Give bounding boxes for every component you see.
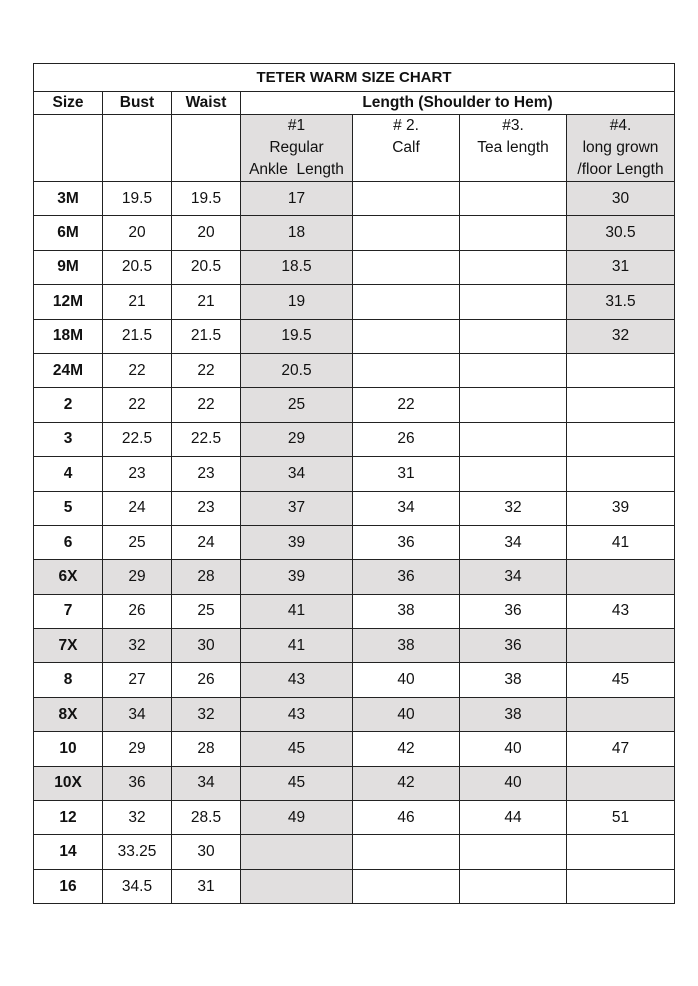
regular-length-cell: 43 [241, 663, 353, 697]
floor-length-cell: 31.5 [567, 285, 675, 319]
size-cell: 4 [34, 457, 103, 491]
floor-number: #4. [609, 117, 632, 134]
waist-cell: 22 [172, 353, 241, 387]
tea-length-cell [460, 250, 567, 284]
size-cell: 2 [34, 388, 103, 422]
size-header: Size [34, 92, 103, 115]
waist-cell: 23 [172, 491, 241, 525]
waist-cell: 24 [172, 525, 241, 559]
length-header: Length (Shoulder to Hem) [241, 92, 675, 115]
table-row [34, 182, 675, 216]
calf-length-cell [353, 250, 460, 284]
calf-number: # 2. [393, 117, 419, 134]
table-row [34, 801, 675, 835]
waist-cell: 32 [172, 697, 241, 731]
regular-sublabel: Ankle Length [249, 161, 344, 178]
waist-cell: 28 [172, 560, 241, 594]
tea-label: Tea length [477, 139, 549, 156]
table-row [34, 353, 675, 387]
tea-length-cell [460, 835, 567, 869]
regular-length-cell: 45 [241, 732, 353, 766]
size-cell: 24M [34, 353, 103, 387]
floor-length-cell [567, 560, 675, 594]
bust-cell: 19.5 [103, 182, 172, 216]
calf-length-cell [353, 285, 460, 319]
table-row [34, 869, 675, 903]
calf-length-cell [353, 182, 460, 216]
tea-length-cell: 36 [460, 594, 567, 628]
regular-length-cell: 29 [241, 422, 353, 456]
calf-label: Calf [392, 139, 420, 156]
floor-length-cell [567, 629, 675, 663]
waist-cell: 30 [172, 629, 241, 663]
regular-length-cell: 39 [241, 525, 353, 559]
floor-length-cell [567, 766, 675, 800]
size-subheader-blank [34, 115, 103, 182]
tea-length-cell: 36 [460, 629, 567, 663]
regular-number: #1 [287, 117, 306, 134]
regular-length-cell: 18 [241, 216, 353, 250]
floor-length-cell: 51 [567, 801, 675, 835]
tea-length-cell: 34 [460, 560, 567, 594]
size-cell: 10X [34, 766, 103, 800]
table-row [34, 250, 675, 284]
size-chart-table [33, 63, 675, 904]
regular-length-header [241, 115, 353, 182]
regular-length-cell [241, 869, 353, 903]
regular-length-cell: 19 [241, 285, 353, 319]
table-row [34, 663, 675, 697]
tea-length-cell [460, 319, 567, 353]
regular-label: Regular [269, 139, 324, 156]
waist-cell: 31 [172, 869, 241, 903]
bust-cell: 32 [103, 629, 172, 663]
bust-cell: 27 [103, 663, 172, 697]
size-cell: 6M [34, 216, 103, 250]
tea-length-cell: 40 [460, 732, 567, 766]
size-cell: 6X [34, 560, 103, 594]
table-row [34, 491, 675, 525]
size-cell: 12M [34, 285, 103, 319]
floor-label: long grown [582, 139, 659, 156]
bust-cell: 26 [103, 594, 172, 628]
regular-length-cell: 25 [241, 388, 353, 422]
waist-cell: 23 [172, 457, 241, 491]
waist-cell: 30 [172, 835, 241, 869]
floor-sublabel: /floor Length [577, 161, 664, 178]
tea-length-cell: 38 [460, 697, 567, 731]
bust-cell: 34.5 [103, 869, 172, 903]
calf-length-cell: 34 [353, 491, 460, 525]
bust-cell: 32 [103, 801, 172, 835]
floor-length-cell [567, 697, 675, 731]
waist-cell: 21.5 [172, 319, 241, 353]
bust-cell: 20 [103, 216, 172, 250]
table-row [34, 560, 675, 594]
tea-length-cell [460, 182, 567, 216]
size-cell: 9M [34, 250, 103, 284]
tea-length-cell: 44 [460, 801, 567, 835]
waist-cell: 19.5 [172, 182, 241, 216]
waist-cell: 25 [172, 594, 241, 628]
waist-cell: 20.5 [172, 250, 241, 284]
floor-length-cell: 32 [567, 319, 675, 353]
regular-length-cell: 19.5 [241, 319, 353, 353]
bust-cell: 29 [103, 560, 172, 594]
regular-length-cell: 43 [241, 697, 353, 731]
floor-length-cell [567, 869, 675, 903]
floor-length-cell [567, 457, 675, 491]
bust-header: Bust [103, 92, 172, 115]
size-cell: 7X [34, 629, 103, 663]
bust-cell: 36 [103, 766, 172, 800]
waist-subheader-blank [172, 115, 241, 182]
regular-length-cell: 17 [241, 182, 353, 216]
size-cell: 8 [34, 663, 103, 697]
calf-length-cell [353, 869, 460, 903]
floor-length-cell [567, 353, 675, 387]
table-row [34, 732, 675, 766]
floor-length-cell: 43 [567, 594, 675, 628]
size-cell: 3M [34, 182, 103, 216]
bust-cell: 22 [103, 388, 172, 422]
regular-length-cell: 41 [241, 594, 353, 628]
calf-length-cell [353, 835, 460, 869]
tea-length-cell: 34 [460, 525, 567, 559]
table-row [34, 457, 675, 491]
calf-length-cell: 26 [353, 422, 460, 456]
bust-cell: 24 [103, 491, 172, 525]
size-cell: 8X [34, 697, 103, 731]
calf-length-cell: 22 [353, 388, 460, 422]
calf-length-cell: 40 [353, 663, 460, 697]
floor-length-header [567, 115, 675, 182]
regular-length-cell: 18.5 [241, 250, 353, 284]
bust-cell: 25 [103, 525, 172, 559]
tea-length-cell [460, 869, 567, 903]
tea-length-cell: 38 [460, 663, 567, 697]
calf-length-header [353, 115, 460, 182]
regular-length-cell: 41 [241, 629, 353, 663]
waist-header: Waist [172, 92, 241, 115]
waist-cell: 22.5 [172, 422, 241, 456]
bust-cell: 21.5 [103, 319, 172, 353]
bust-cell: 22 [103, 353, 172, 387]
chart-title: TETER WARM SIZE CHART [34, 64, 675, 92]
calf-length-cell: 38 [353, 594, 460, 628]
tea-length-cell [460, 353, 567, 387]
regular-length-cell: 37 [241, 491, 353, 525]
tea-length-cell [460, 216, 567, 250]
bust-cell: 33.25 [103, 835, 172, 869]
table-row [34, 422, 675, 456]
table-row [34, 594, 675, 628]
table-row [34, 388, 675, 422]
waist-cell: 22 [172, 388, 241, 422]
floor-length-cell: 47 [567, 732, 675, 766]
size-cell: 18M [34, 319, 103, 353]
bust-subheader-blank [103, 115, 172, 182]
calf-length-cell: 36 [353, 525, 460, 559]
bust-cell: 22.5 [103, 422, 172, 456]
table-row [34, 216, 675, 250]
calf-length-cell: 42 [353, 732, 460, 766]
tea-length-cell [460, 422, 567, 456]
tea-length-header [460, 115, 567, 182]
size-cell: 12 [34, 801, 103, 835]
table-row [34, 835, 675, 869]
regular-length-cell [241, 835, 353, 869]
bust-cell: 20.5 [103, 250, 172, 284]
regular-length-cell: 49 [241, 801, 353, 835]
table-row [34, 766, 675, 800]
floor-length-cell: 45 [567, 663, 675, 697]
size-cell: 10 [34, 732, 103, 766]
bust-cell: 23 [103, 457, 172, 491]
size-cell: 7 [34, 594, 103, 628]
floor-length-cell: 31 [567, 250, 675, 284]
bust-cell: 21 [103, 285, 172, 319]
table-row [34, 525, 675, 559]
floor-length-cell [567, 388, 675, 422]
table-row [34, 319, 675, 353]
size-cell: 5 [34, 491, 103, 525]
tea-length-cell [460, 285, 567, 319]
calf-length-cell [353, 319, 460, 353]
size-cell: 6 [34, 525, 103, 559]
floor-length-cell [567, 835, 675, 869]
waist-cell: 26 [172, 663, 241, 697]
calf-length-cell: 36 [353, 560, 460, 594]
floor-length-cell: 41 [567, 525, 675, 559]
calf-length-cell: 38 [353, 629, 460, 663]
calf-length-cell: 40 [353, 697, 460, 731]
regular-length-cell: 45 [241, 766, 353, 800]
bust-cell: 34 [103, 697, 172, 731]
floor-length-cell: 30 [567, 182, 675, 216]
calf-length-cell: 46 [353, 801, 460, 835]
waist-cell: 21 [172, 285, 241, 319]
waist-cell: 34 [172, 766, 241, 800]
regular-length-cell: 39 [241, 560, 353, 594]
calf-length-cell [353, 216, 460, 250]
size-cell: 14 [34, 835, 103, 869]
table-row [34, 285, 675, 319]
waist-cell: 20 [172, 216, 241, 250]
floor-length-cell: 30.5 [567, 216, 675, 250]
bust-cell: 29 [103, 732, 172, 766]
calf-length-cell: 31 [353, 457, 460, 491]
regular-length-cell: 20.5 [241, 353, 353, 387]
size-cell: 3 [34, 422, 103, 456]
floor-length-cell: 39 [567, 491, 675, 525]
tea-length-cell: 40 [460, 766, 567, 800]
calf-length-cell: 42 [353, 766, 460, 800]
table-row [34, 697, 675, 731]
table-row [34, 629, 675, 663]
floor-length-cell [567, 422, 675, 456]
tea-length-cell: 32 [460, 491, 567, 525]
waist-cell: 28 [172, 732, 241, 766]
tea-length-cell [460, 388, 567, 422]
calf-length-cell [353, 353, 460, 387]
waist-cell: 28.5 [172, 801, 241, 835]
tea-number: #3. [502, 117, 524, 134]
size-cell: 16 [34, 869, 103, 903]
regular-length-cell: 34 [241, 457, 353, 491]
tea-length-cell [460, 457, 567, 491]
